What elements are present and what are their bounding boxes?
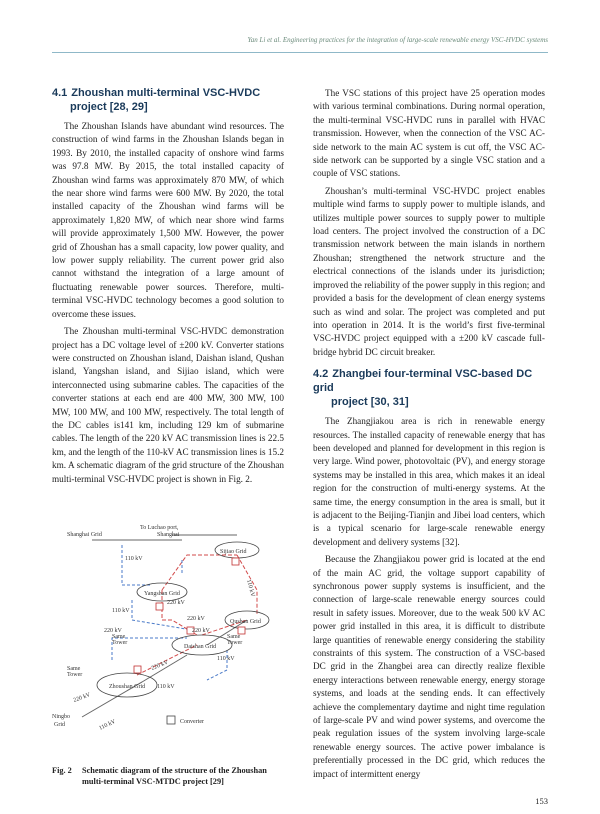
header-rule [52, 52, 548, 53]
section-4-1-title [52, 86, 284, 114]
section-number: 4.1 [52, 87, 68, 99]
legend-converter-icon [167, 716, 175, 724]
section-number: 4.2 [313, 368, 329, 381]
label-same-tower-3a: Same [67, 666, 81, 672]
label-yangshan-grid: Yangshan Grid [144, 591, 180, 597]
section-title-line2: project [30, 31] [331, 396, 409, 409]
right-column [313, 87, 545, 785]
label-qushan-grid: Qushan Grid [230, 619, 261, 625]
paragraph: Because the Zhangjiakou power grid is located at the end of the main AC grid, the voltage support capability of synchronous power supply systems is insufficient, and the connection of large-scale renewable energy sources could result in safety issues. Moreover, due to the weak 500 kV AC power grid installed in this area, it is difficult to distribute large quantities of renewable energy considering the stability constraints of this system. The construction of a VSC-based DC grid in the Zhangbei area can directly realize flexible energy interactions between renewable energy, energy storage systems, and loads at the sending ends. It can effectively achieve the complementary daytime and night time regulation of large-scale PV and wind power systems, and overcome the peak regulation issues of the system involving large-scale renewable energy sources. The active power imbalance is preferentially processed in the DC grid, which reduces the impact of intermittent energy [313, 554, 545, 779]
label-same-tower-3b: Tower [67, 672, 83, 678]
label-to-luchao: To Luchao port, [140, 525, 179, 531]
caption-label: Fig. 2 [52, 766, 72, 775]
section-title-line1: Zhoushan multi-terminal VSC-HVDC [71, 87, 261, 99]
label-ningbo: Ningbo [52, 714, 70, 720]
label-kv110-b: 110 kV [112, 608, 130, 614]
label-sijiao-grid: Sijiao Grid [220, 549, 247, 555]
section-title-line2: project [28, 29] [70, 101, 148, 113]
paragraph: Zhoushan’s multi-terminal VSC-HVDC project enables multiple wind farms to supply power to multiple islands, and utilizes multiple power sources to supply power to multiple load centers. The project involved the construction of a DC transmission network between the main islands in northern Zhoushan; strengthened the network structure and the electrical connections of the islands under its jurisdiction; improved the reliability of the power supply in this region; and provided a basis for the development of clean energy systems such as wind and solar. The project was completed and put into operation in 2014. It is the world’s first five-terminal VSC-HVDC project equipped with a ±200 kV cascade full-bridge hybrid DC circuit breaker. [313, 185, 545, 357]
label-kv220-c: 220 kV [104, 628, 122, 634]
label-zhoushan-grid: Zhoushan Grid [109, 684, 146, 690]
paragraph: The Zhangjiakou area is rich in renewable energy resources. The installed capacity of renewable energy that has been developed and planned for development in this region is very large. Wind power, photovoltaic (PV), and energy storage systems may be installed in this area, which makes it an ideal region for the construction of multi-energy systems. At the same time, the energy consumption in the area is small, but it is adjacent to the Beijing-Tianjin and Jibei load centers, which is a typical scenario for large-scale renewable energy development and delivery systems [32]. [313, 416, 545, 547]
ac-line-shanghai-yangshan [122, 545, 152, 585]
label-kv110-f: 110 kV [217, 656, 235, 662]
label-kv220-d: 220 kV [192, 628, 210, 634]
converter-icon [232, 558, 239, 565]
left-column [52, 86, 284, 490]
figure-caption [52, 765, 284, 787]
label-kv220-b: 220 kV [187, 616, 205, 622]
label-kv110-d: 110 kV [157, 684, 175, 690]
figure-2-diagram [52, 520, 284, 750]
paragraph: The Zhoushan Islands have abundant wind resources. The construction of wind farms in the Zhoushan Islands began in 1993. By 2010, the installed capacity of onshore wind farms was 97.8 MW. By 2015, the total installed capacity of Zhoushan wind farms was approximately 870 MW, of which the near shore wind farms were 600 MW. By 2020, the total installed capacity of the Zhoushan wind farms will be approximately 1,820 MW, of which near shore wind farms will provide approximately 1,500 MW. However, the power grid of Zhoushan has a small capacity, low power quality, and low power supply reliability. The current power grid also cannot withstand the integration of a large amount of fluctuating renewable power sources. Therefore, multi-terminal VSC-HVDC technology becomes a good solution to overcome these issues. [52, 121, 284, 319]
label-kv220-a: 220 kV [167, 600, 185, 606]
converter-icon [156, 603, 163, 610]
label-same-tower-2b: Tower [227, 640, 243, 646]
label-same-tower-1b: Tower [112, 640, 128, 646]
label-same-tower-2a: Same [227, 634, 241, 640]
label-kv110-a: 110 kV [125, 556, 143, 562]
label-same-tower-1a: Same [112, 634, 126, 640]
label-kv220-f: 220 kV [72, 692, 92, 704]
page-number: 153 [535, 796, 548, 806]
label-kv220-e: 220 kV [150, 659, 170, 672]
section-title-line1: Zhangbei four-terminal VSC-based DC grid [313, 368, 533, 395]
label-shanghai: Shanghai [157, 532, 180, 538]
paragraph: The VSC stations of this project have 25 operation modes with various terminal combinations. During normal operation, the multi-terminal VSC-HVDC runs in parallel with HVAC transmission. However, when the connection of the VSC AC-side network to the main AC system is cut off, the VSC AC-side network can be supported by a single VSC station and a couple of VSC stations. [313, 88, 545, 179]
label-ningbo-grid: Grid [54, 722, 65, 728]
label-kv110-e: 110 kV [98, 718, 117, 732]
label-daishan-grid: Daishan Grid [184, 644, 217, 650]
grid-schematic [52, 520, 284, 750]
label-shanghai-grid: Shanghai Grid [67, 532, 102, 538]
converter-icon [134, 666, 141, 673]
caption-text: Schematic diagram of the structure of the Zhoushan multi-terminal VSC-MTDC project [29] [82, 766, 267, 786]
label-kv110-c: 110 kV [245, 578, 256, 598]
legend-converter-label: Converter [180, 719, 204, 725]
converter-icon [238, 627, 245, 634]
paragraph: The Zhoushan multi-terminal VSC-HVDC demonstration project has a DC voltage level of ±200 kV. Converter stations were constructed on Zhoushan island, Daishan island, Qushan island, Yangshan island, and Sijiao island, which were interconnected using submarine cables. The capacities of the converter stations at each end are 400 MW, 300 MW, 100 MW, 100 MW, and 100 MW, respectively. The total length of the DC cables is141 km, including 129 km of submarine cables. The length of the 220 kV AC transmission lines is 22.5 km, and the length of the 110-kV AC transmission lines is 15.2 km. A schematic diagram of the grid structure of the Zhoushan multi-terminal VSC-HVDC project is shown in Fig. 2. [52, 326, 284, 484]
section-4-2-title [313, 367, 545, 409]
running-header: Yan Li et al. Engineering practices for the integration of large-scale renewable energy VSC-HVDC systems [247, 36, 548, 44]
dc-cable-yangshan-sijiao [162, 555, 237, 590]
